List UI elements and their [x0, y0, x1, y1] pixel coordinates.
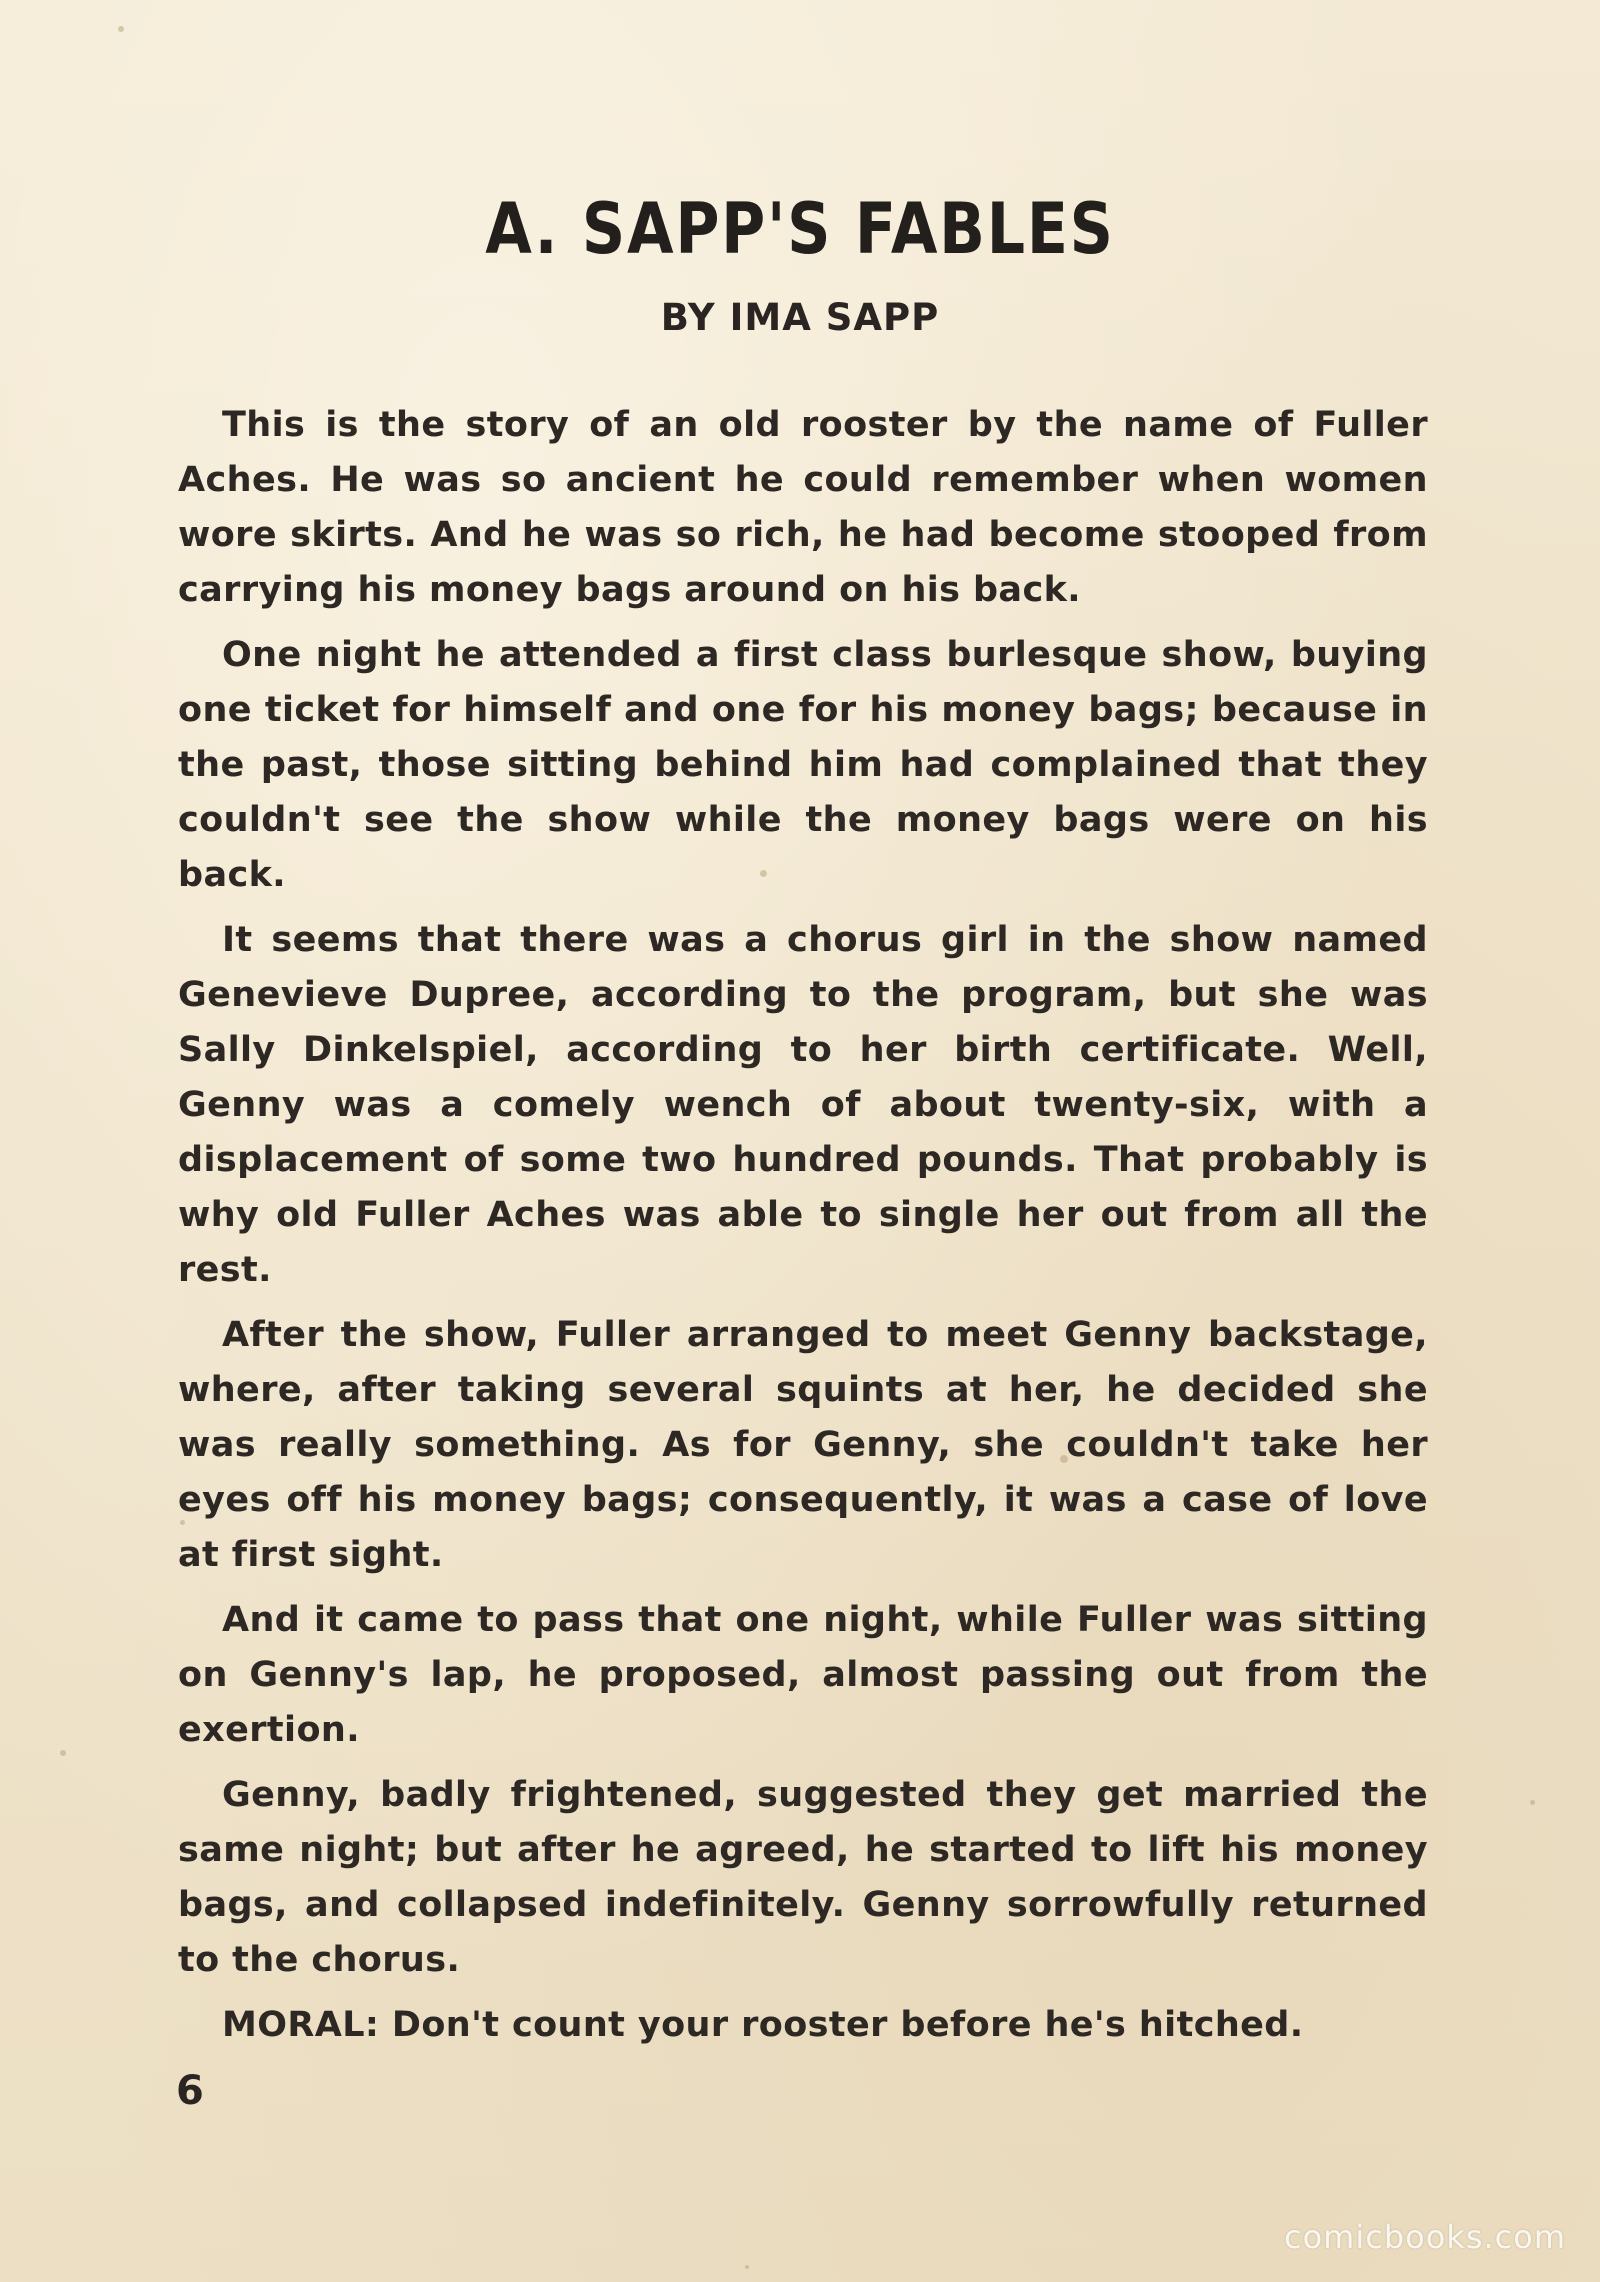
- paragraph: Genny, badly frightened, suggested they get married the same night; but after he agreed, he started to lift his money bags, and collapsed indefinitely. Genny sorrowfully returned to the chorus.: [178, 1775, 1428, 1980]
- paper-speck: [60, 1750, 66, 1756]
- paragraph: After the show, Fuller arranged to meet Genny backstage, where, after taking several squints at her, he decided she was really something. As for Genny, she couldn't take her eyes off his money bags; consequently, it was a case of love at first sight.: [178, 1315, 1428, 1575]
- watermark: comicbooks.com: [1283, 2218, 1566, 2256]
- paragraph: It seems that there was a chorus girl in the show named Genevieve Dupree, according to the program, but she was Sally Dinkelspiel, according to her birth certificate. Well, Genny was a comely wench of about twenty-six, with a displacement of some two hundred pounds. That probably is why old Fuller Aches was able to single her out from all the rest.: [178, 920, 1428, 1290]
- article-byline: BY IMA SAPP: [660, 296, 940, 339]
- paper-speck: [118, 26, 124, 32]
- paper-speck: [745, 2265, 749, 2269]
- paragraph: And it came to pass that one night, while Fuller was sitting on Genny's lap, he proposed, almost passing out from the exertion.: [178, 1600, 1428, 1750]
- paragraph: One night he attended a first class burlesque show, buying one ticket for himself and one for his money bags; because in the past, those sitting behind him had complained that they couldn't see the show while the money bags were on his back.: [178, 635, 1428, 895]
- paper-speck: [1530, 1800, 1535, 1805]
- page-number: 6: [176, 2068, 204, 2114]
- paragraph: This is the story of an old rooster by the name of Fuller Aches. He was so ancient he could remember when women wore skirts. And he was so rich, he had become stooped from carrying his money bags around on his back.: [178, 405, 1428, 610]
- article-title: A. SAPP'S FABLES: [485, 188, 1115, 270]
- article-body: [178, 398, 1428, 2063]
- moral-paragraph: MORAL: Don't count your rooster before he's hitched.: [222, 2005, 1304, 2045]
